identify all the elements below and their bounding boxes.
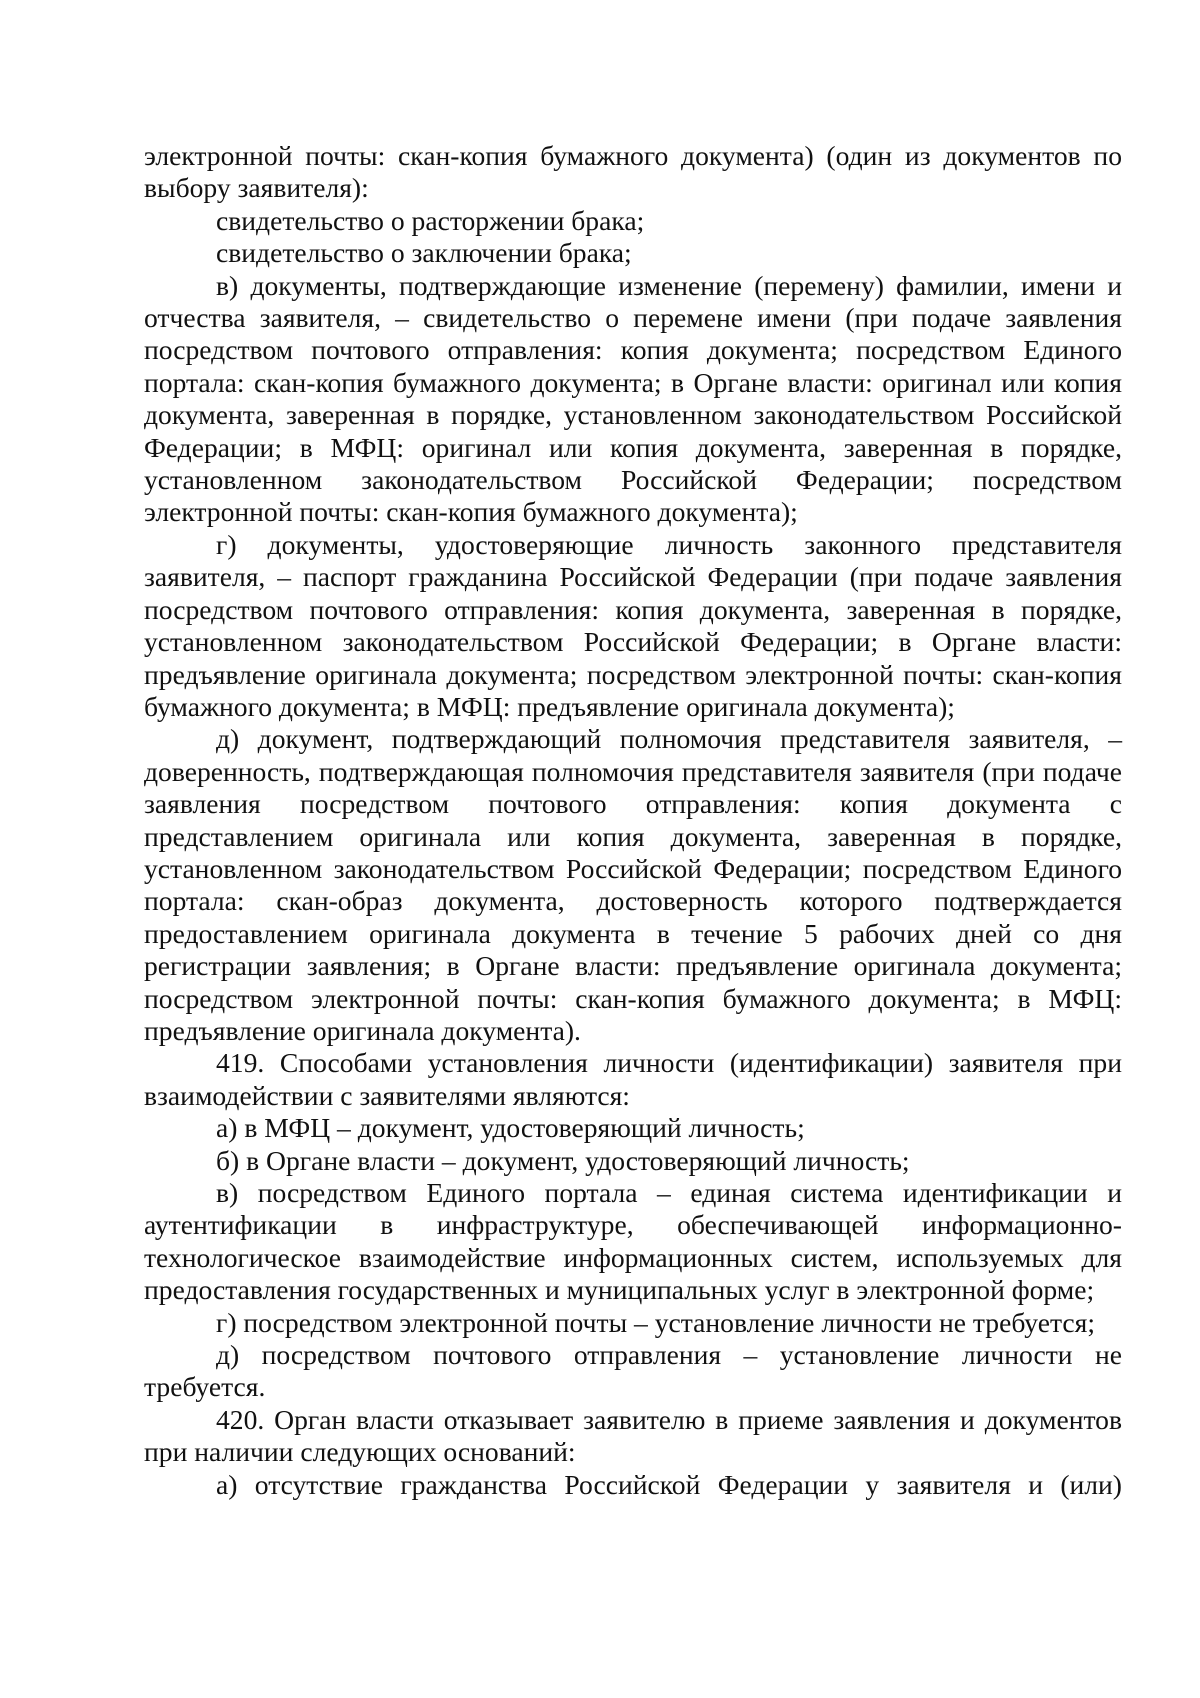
paragraph-420-refusal: 420. Орган власти отказывает заявителю в приеме заявления и документов при наличии следующих оснований: [144, 1403, 1122, 1468]
paragraph-item-g-legal-representative-id: г) документы, удостоверяющие личность законного представителя заявителя, – паспорт гражданина Российской Федерации (при подаче заявления посредством почтового отправления: копия документа, заверенная в порядке, установленном законодательством Российской Федерации; в Органе власти: предъявление оригинала документа; посредством электронной почты: скан-копия бумажного документа; в МФЦ: предъявление оригинала документа); [144, 528, 1122, 722]
list-item-marriage-certificate: свидетельство о заключении брака; [216, 237, 632, 269]
list-item-divorce-certificate: свидетельство о расторжении брака; [216, 204, 645, 236]
paragraph-item-v-name-change: в) документы, подтверждающие изменение (перемену) фамилии, имени и отчества заявителя, – свидетельство о перемене имени (при подаче заявления посредством почтового отправления: копия документа; посредством Единого портала: скан-копия бумажного документа; в Органе власти: оригинал или копия документа, заверенная в порядке, установленном законодательством Российской Федерации; в МФЦ: оригинал или копия документа, заверенная в порядке, установленном законодательством Российской Федерации; посредством электронной почты: скан-копия бумажного документа); [144, 269, 1122, 528]
list-item-b-authority: б) в Органе власти – документ, удостоверяющий личность; [216, 1144, 910, 1176]
paragraph-419-identification: 419. Способами установления личности (идентификации) заявителя при взаимодействии с заявителями являются: [144, 1047, 1122, 1111]
list-item-v-unified-portal: в) посредством Единого портала – единая система идентификации и аутентификации в инфраструктуре, обеспечивающей информационно-технологическое взаимодействие информационных систем, используемых для предоставления государственных и муниципальных услуг в электронной форме; [144, 1177, 1122, 1306]
paragraph-item-d-power-of-attorney: д) документ, подтверждающий полномочия представителя заявителя, – доверенность, подтверждающая полномочия представителя заявителя (при подаче заявления посредством почтового отправления: копия документа с представлением оригинала или копия документа, заверенная в порядке, установленном законодательством Российской Федерации; посредством Единого портала: скан-образ документа, достоверность которого подтверждается предоставлением оригинала документа в течение 5 рабочих дней со дня регистрации заявления; в Органе власти: предъявление оригинала документа; посредством электронной почты: скан-копия бумажного документа; в МФЦ: предъявление оригинала документа). [144, 723, 1122, 1046]
document-body [144, 140, 1122, 1501]
list-item-d-postal: д) посредством почтового отправления – установление личности не требуется. [144, 1339, 1122, 1403]
list-item-g-email: г) посредством электронной почты – установление личности не требуется; [216, 1306, 1095, 1338]
paragraph-continuation: электронной почты: скан-копия бумажного документа) (один из документов по выбору заявителя): [144, 140, 1122, 204]
list-item-a-mfc: а) в МФЦ – документ, удостоверяющий личность; [216, 1112, 805, 1144]
list-item-a-no-citizenship: а) отсутствие гражданства Российской Федерации у заявителя и (или) [216, 1468, 1122, 1500]
